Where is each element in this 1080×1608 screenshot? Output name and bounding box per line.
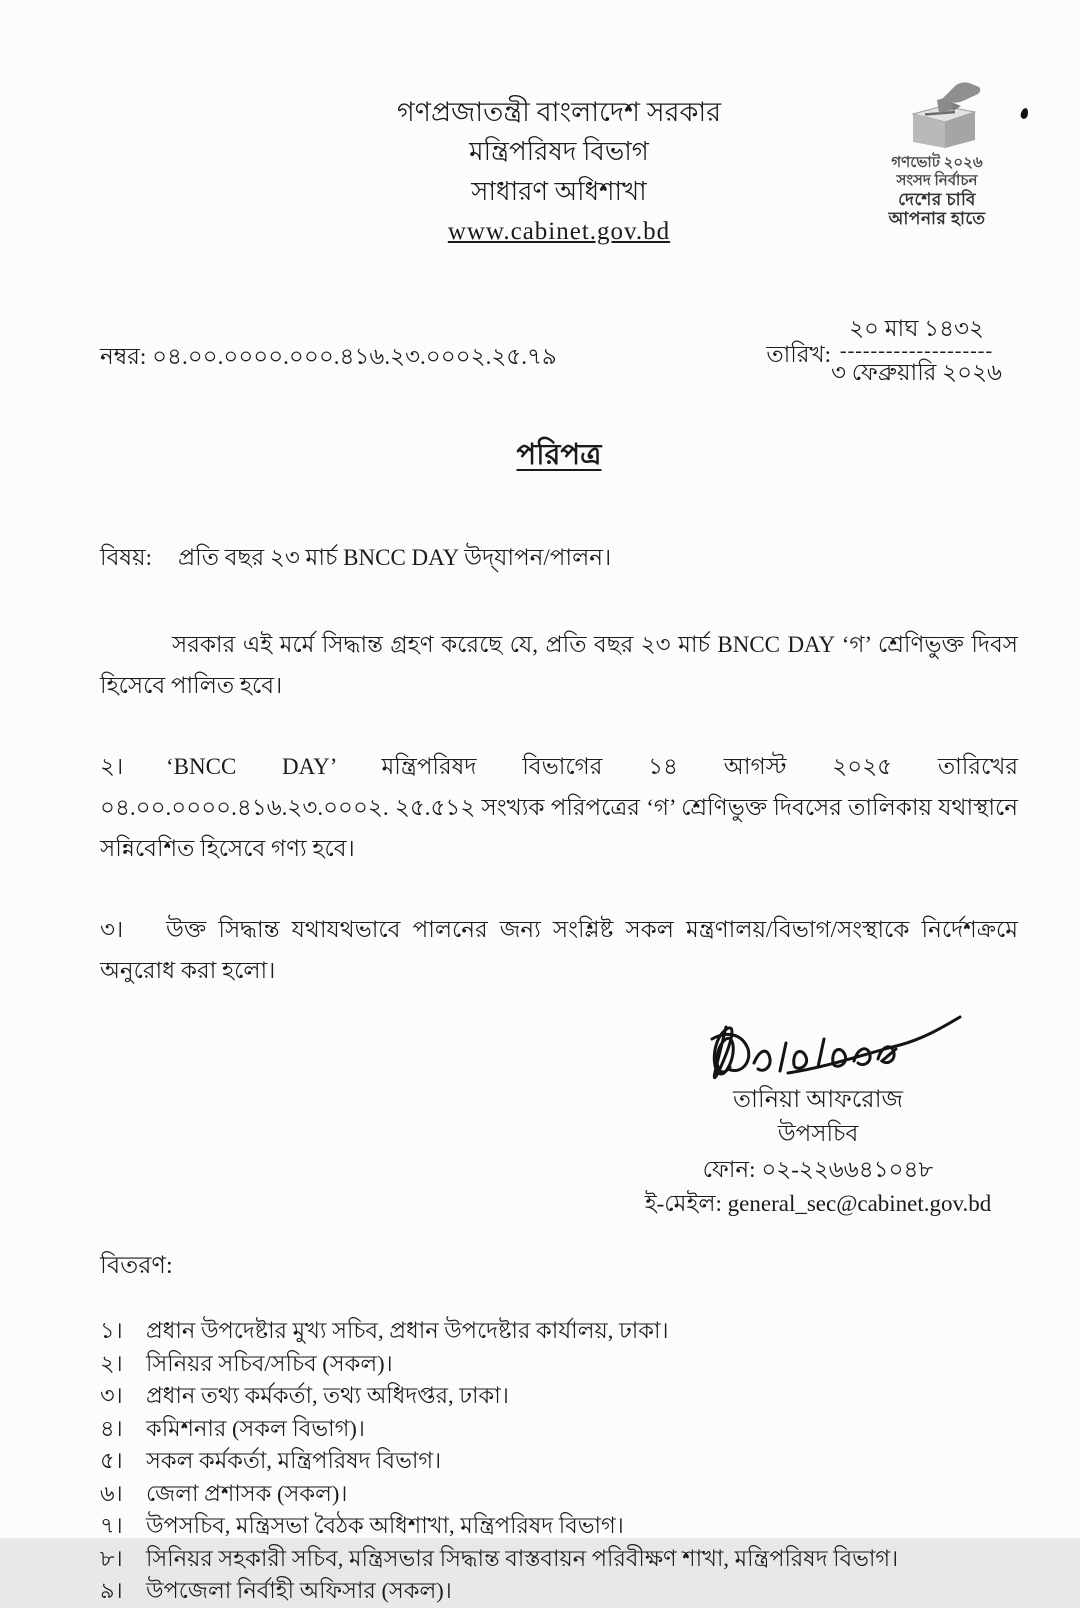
government-header	[100, 0, 1018, 252]
document-title: পরিপত্র	[516, 439, 602, 471]
paragraph-2-text: ‘BNCC DAY’ মন্ত্রিপরিষদ বিভাগের ১৪ আগস্ট ২০২৫ তারিখের ০৪.০০.০০০০.৪১৬.২৩.০০০২. ২৫.৫১২ সংখ্যক পরিপত্রের ‘গ’ শ্রেণিভুক্ত দিবসের তালিকায় যথাস্থানে সন্নিবেশিত হিসেবে গণ্য হবে।	[100, 754, 1018, 861]
paragraph-3-number: ৩।	[100, 917, 124, 942]
item-text: সকল কর্মকর্তা, মন্ত্রিপরিষদ বিভাগ।	[146, 1448, 442, 1473]
list-item	[100, 1348, 1018, 1381]
paragraph-3-text: উক্ত সিদ্ধান্ত যথাযথভাবে পালনের জন্য সংশ্লিষ্ট সকল মন্ত্রণালয়/বিভাগ/সংস্থাকে নির্দেশক্রমে অনুরোধ করা হলো।	[100, 917, 1018, 983]
date-bangla: ২০ মাঘ ১৪৩২	[849, 316, 984, 341]
email-value[interactable]: general_sec@cabinet.gov.bd	[727, 1191, 992, 1216]
item-text: সিনিয়র সচিব/সচিব (সকল)।	[146, 1350, 393, 1376]
date-block	[766, 314, 1002, 388]
item-number: ৫।	[100, 1448, 123, 1473]
item-text: উপসচিব, মন্ত্রিসভা বৈঠক অধিশাখা, মন্ত্রিপরিষদ বিভাগ।	[146, 1513, 624, 1538]
subject-line	[100, 539, 1018, 578]
item-number: ৬।	[100, 1480, 123, 1506]
distribution-label: বিতরণ:	[100, 1253, 173, 1279]
website-link[interactable]: www.cabinet.gov.bd	[447, 218, 671, 245]
list-item	[100, 1575, 1018, 1608]
division-name: মন্ত্রিপরিষদ বিভাগ	[469, 137, 649, 166]
item-text: জেলা প্রশাসক (সকল)।	[146, 1480, 348, 1506]
item-number: ৪।	[100, 1415, 123, 1441]
logo-line-3: দেশের চাবি	[898, 190, 976, 209]
signature-block	[618, 1009, 1018, 1221]
item-text: প্রধান উপদেষ্টার মুখ্য সচিব, প্রধান উপদেষ্টার কার্যালয়, ঢাকা।	[146, 1318, 669, 1343]
paragraph-2-number: ২।	[100, 754, 124, 779]
paragraph-3	[100, 909, 1018, 991]
logo-line-1: গণভোট ২০২৬	[891, 155, 983, 171]
list-item	[100, 1510, 1018, 1543]
section-name: সাধারণ অধিশাখা	[471, 177, 647, 206]
item-number: ৯।	[100, 1578, 123, 1603]
subject-text: প্রতি বছর ২৩ মার্চ BNCC DAY উদ্‌যাপন/পালন।	[178, 545, 612, 570]
reference-row	[100, 314, 1018, 388]
signatory-name: তানিয়া আফরোজ	[732, 1087, 904, 1113]
list-item	[100, 1413, 1018, 1446]
date-label: তারিখ:	[766, 342, 832, 367]
date-gregorian: ৩ ফেব্রুয়ারি ২০২৬	[831, 360, 1002, 385]
item-text: প্রধান তথ্য কর্মকর্তা, তথ্য অধিদপ্তর, ঢাকা।	[146, 1383, 509, 1408]
subject-label: বিষয়:	[100, 545, 153, 570]
item-text: সিনিয়র সহকারী সচিব, মন্ত্রিসভার সিদ্ধান্ত বাস্তবায়ন পরিবীক্ষণ শাখা, মন্ত্রিপরিষদ বিভাগ।	[146, 1545, 899, 1571]
item-number: ১।	[100, 1318, 123, 1343]
logo-line-4: আপনার হাতে	[888, 209, 986, 228]
logo-line-2: সংসদ নির্বাচন	[896, 173, 978, 189]
date-divider-dashes: --------------------	[839, 340, 994, 362]
memo-number-label: নম্বর:	[100, 344, 147, 369]
item-number: ৩।	[100, 1383, 123, 1408]
item-text: কমিশনার (সকল বিভাগ)।	[146, 1415, 365, 1441]
government-name: গণপ্রজাতন্ত্রী বাংলাদেশ সরকার	[396, 97, 722, 127]
email-label: ই-মেইল:	[644, 1191, 722, 1216]
list-item	[100, 1543, 1018, 1576]
paragraph-2	[100, 746, 1018, 869]
list-item	[100, 1445, 1018, 1478]
signatory-email	[618, 1187, 1018, 1221]
list-item	[100, 1478, 1018, 1511]
signatory-designation: উপসচিব	[777, 1121, 859, 1146]
phone-value: ০২-২২৬৬৪১০৪৮	[761, 1157, 934, 1182]
item-number: ৮।	[100, 1545, 123, 1571]
phone-label: ফোন:	[702, 1157, 756, 1182]
item-number: ২।	[100, 1350, 123, 1376]
item-number: ৭।	[100, 1513, 123, 1538]
distribution-list	[100, 1315, 1018, 1608]
item-text: উপজেলা নির্বাহী অফিসার (সকল)।	[146, 1578, 452, 1603]
list-item	[100, 1315, 1018, 1348]
list-item	[100, 1380, 1018, 1413]
memo-number-value: ০৪.০০.০০০০.০০০.৪১৬.২৩.০০০২.২৫.৭৯	[152, 344, 557, 369]
memo-number	[100, 314, 557, 388]
signatory-phone	[618, 1153, 1018, 1187]
paragraph-1: সরকার এই মর্মে সিদ্ধান্ত গ্রহণ করেছে যে, প্রতি বছর ২৩ মার্চ BNCC DAY ‘গ’ শ্রেণিভুক্ত দিবস হিসেবে পালিত হবে।	[100, 632, 1018, 698]
